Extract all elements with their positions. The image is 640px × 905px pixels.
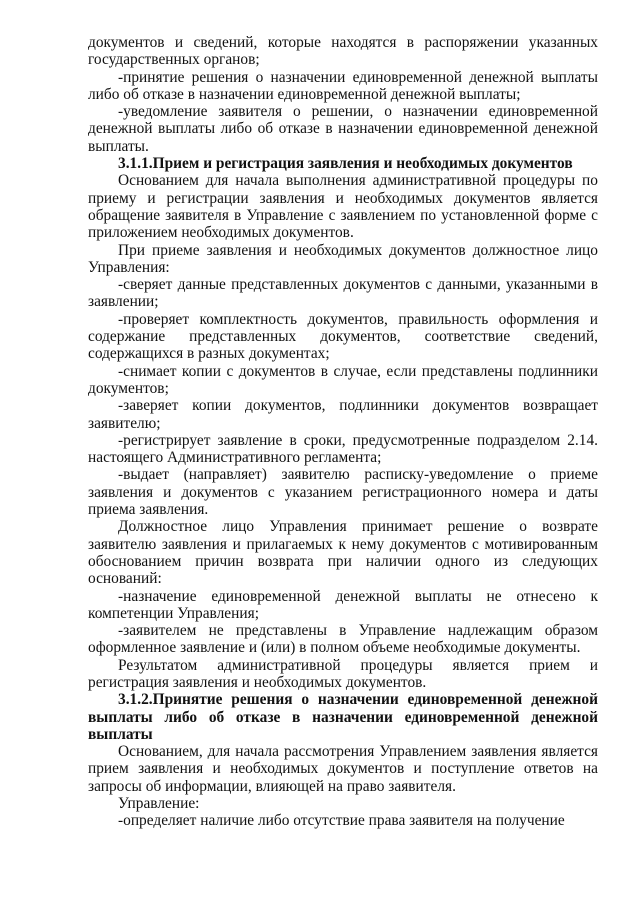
paragraph: Основанием для начала выполнения административной процедуры по приему и регистрации заявления и необходимых документов является обращение заявителя в Управление с заявлением по установленной форме с приложением необходимых документов. bbox=[88, 172, 598, 242]
paragraph: Результатом административной процедуры является прием и регистрация заявления и необходимых документов. bbox=[88, 656, 598, 691]
list-item: -выдает (направляет) заявителю расписку-уведомление о приеме заявления и документов с указанием регистрационного номера и даты приема заявления. bbox=[88, 466, 598, 519]
list-item: -определяет наличие либо отсутствие права заявителя на получение bbox=[118, 812, 565, 830]
paragraph: документов и сведений, которые находятся в распоряжении указанных государственных органов; bbox=[88, 34, 598, 69]
list-item: -проверяет комплектность документов, правильность оформления и содержание представленных документов, соответствие сведений, содержащихся в разных документах; bbox=[88, 310, 598, 363]
list-item: -регистрирует заявление в сроки, предусмотренные подразделом 2.14. настоящего Административного регламента; bbox=[88, 431, 598, 467]
section-heading-3-1-1: 3.1.1.Прием и регистрация заявления и необходимых документов bbox=[118, 155, 573, 173]
paragraph: При приеме заявления и необходимых документов должностное лицо Управления: bbox=[88, 241, 598, 276]
list-item: -назначение единовременной денежной выплаты не отнесено к компетенции Управления; bbox=[88, 587, 598, 622]
list-item: -принятие решения о назначении единовременной денежной выплаты либо об отказе в назначении единовременной денежной выплаты; bbox=[88, 68, 598, 103]
paragraph: Основанием, для начала рассмотрения Управлением заявления является прием заявления и необходимых документов и поступление ответов на запросы об информации, влияющей на право заявителя. bbox=[88, 743, 598, 795]
section-heading-3-1-2: 3.1.2.Принятие решения о назначении единовременной денежной выплаты либо об отказе в назначении единовременной денежной выплаты bbox=[88, 691, 598, 743]
paragraph: Управление: bbox=[118, 795, 200, 813]
list-item: -уведомление заявителя о решении, о назначении единовременной денежной выплаты либо об отказе в назначении единовременной денежной выплаты. bbox=[88, 103, 598, 155]
list-item: -заявителем не представлены в Управление надлежащим образом оформленное заявление и (или) в полном объеме необходимые документы. bbox=[88, 622, 598, 657]
paragraph: Должностное лицо Управления принимает решение о возврате заявителю заявления и прилагаемых к нему документов с мотивированным обоснованием причин возврата при наличии одного из следующих оснований: bbox=[88, 518, 598, 588]
list-item: -заверяет копии документов, подлинники документов возвращает заявителю; bbox=[88, 397, 598, 432]
list-item: -снимает копии с документов в случае, если представлены подлинники документов; bbox=[88, 362, 598, 397]
list-item: -сверяет данные представленных документов с данными, указанными в заявлении; bbox=[88, 276, 598, 311]
